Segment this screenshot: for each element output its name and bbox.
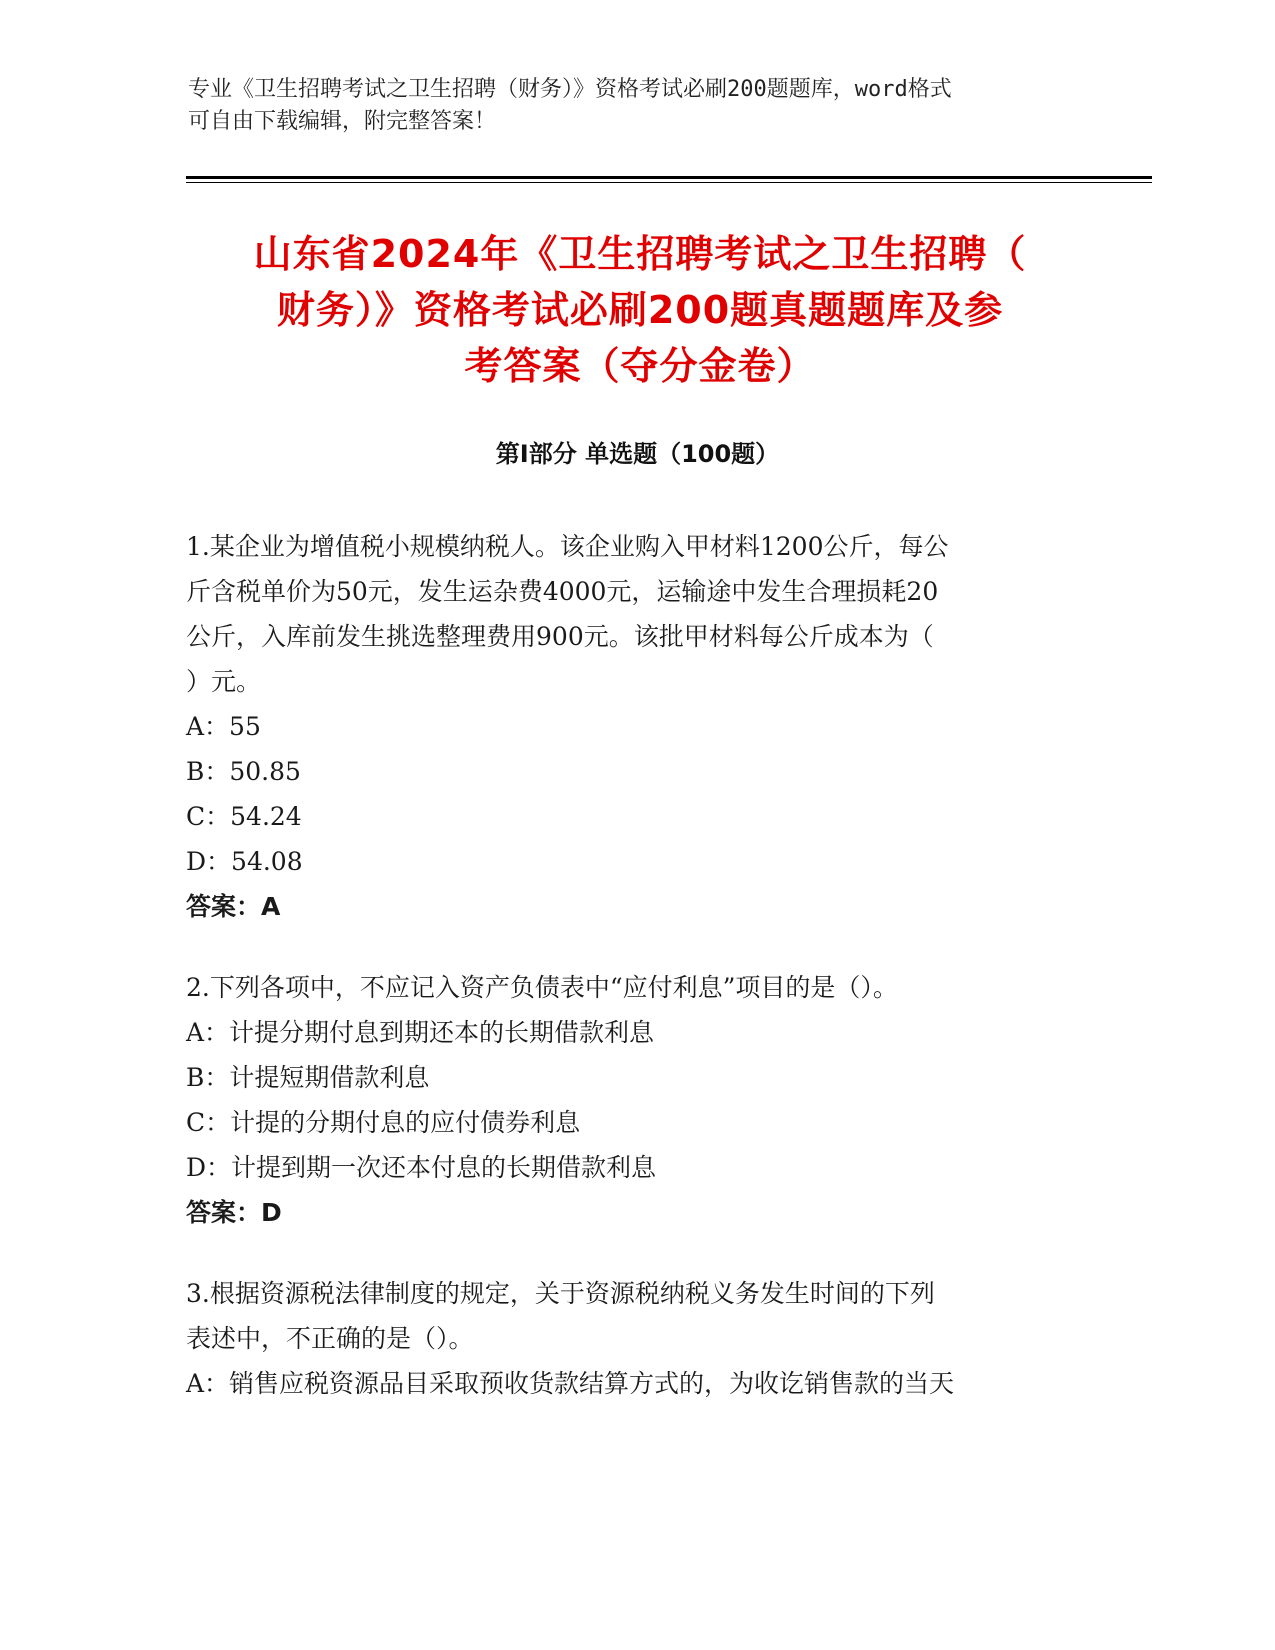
section-heading: 第Ⅰ部分 单选题（100题） bbox=[495, 440, 780, 468]
question-stem-line: 3.根据资源税法律制度的规定，关于资源税纳税义务发生时间的下列 bbox=[186, 1279, 935, 1308]
question-3 bbox=[186, 1271, 1086, 1406]
option-b: B：计提短期借款利息 bbox=[186, 1063, 430, 1092]
answer: 答案：A bbox=[186, 892, 281, 921]
title-line-3: 考答案（夺分金卷） bbox=[464, 344, 816, 388]
question-stem-line: 1.某企业为增值税小规模纳税人。该企业购入甲材料1200公斤，每公 bbox=[186, 532, 949, 561]
header-divider-thick bbox=[186, 176, 1152, 179]
header-note bbox=[188, 74, 1088, 138]
title-line-2: 财务）》资格考试必刷200题真题题库及参 bbox=[276, 288, 1004, 332]
question-1 bbox=[186, 524, 1086, 929]
option-c: C：54.24 bbox=[186, 802, 302, 831]
question-stem-line: 表述中，不正确的是（）。 bbox=[186, 1324, 474, 1353]
question-stem-line: 斤含税单价为50元，发生运杂费4000元，运输途中发生合理损耗20 bbox=[186, 577, 939, 606]
option-d: D：54.08 bbox=[186, 847, 303, 876]
header-note-line-2: 可自由下载编辑，附完整答案！ bbox=[188, 109, 497, 134]
header-divider-thin bbox=[186, 182, 1152, 183]
option-c: C：计提的分期付息的应付债券利息 bbox=[186, 1108, 581, 1137]
document-title bbox=[150, 226, 1130, 394]
question-2 bbox=[186, 965, 1086, 1235]
title-line-1: 山东省2024年《卫生招聘考试之卫生招聘（ bbox=[253, 232, 1027, 276]
option-a: A：销售应税资源品目采取预收货款结算方式的，为收讫销售款的当天 bbox=[186, 1369, 955, 1398]
question-stem-line: 公斤，入库前发生挑选整理费用900元。该批甲材料每公斤成本为（ bbox=[186, 622, 934, 651]
option-d: D：计提到期一次还本付息的长期借款利息 bbox=[186, 1153, 657, 1182]
option-a: A：计提分期付息到期还本的长期借款利息 bbox=[186, 1018, 655, 1047]
answer: 答案：D bbox=[186, 1198, 282, 1227]
question-list bbox=[186, 524, 1086, 1442]
question-stem-line: ）元。 bbox=[186, 667, 262, 696]
header-note-line-1: 专业《卫生招聘考试之卫生招聘（财务）》资格考试必刷200题题库，word格式 bbox=[188, 77, 952, 102]
question-stem-line: 2.下列各项中，不应记入资产负债表中“应付利息”项目的是（）。 bbox=[186, 973, 898, 1002]
option-b: B：50.85 bbox=[186, 757, 301, 786]
option-a: A：55 bbox=[186, 712, 261, 741]
